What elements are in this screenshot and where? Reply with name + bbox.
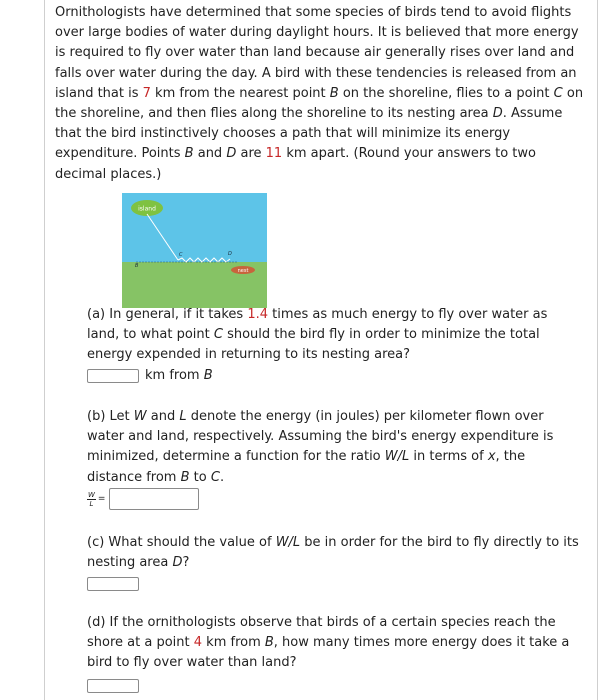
part-a-unit: km from B <box>145 368 213 383</box>
part-d-answer-input[interactable] <box>87 679 139 693</box>
point-b-label: B <box>135 263 139 269</box>
part-a-question: (a) In general, if it takes 1.4 times as much energy to fly over water as land, to what point C should the bird fly in order to minimize the total energy expended in returning to its nesting area? <box>87 307 548 363</box>
part-c-answer-row <box>87 577 139 591</box>
part-d-question: (d) If the ornithologists observe that birds of a certain species reach the shore at a point 4 km from B, how many times more energy does it take a bird to fly over water than land? <box>87 615 570 671</box>
part-c-answer-input[interactable] <box>87 577 139 591</box>
part-b-answer-input[interactable] <box>109 488 199 510</box>
bd-distance: 11 <box>265 146 283 162</box>
island-label: island <box>138 205 156 213</box>
ratio-fraction: $\frac{W}{L}$ <box>88 490 95 508</box>
part-d-answer-row <box>87 679 139 693</box>
part-b-answer-row: $\frac{W}{L}$ = <box>87 488 199 510</box>
part-b-question: (b) Let W and L denote the energy (in joules) per kilometer flown over water and land, respectively. Assuming the bird's energy expenditure is minimized, determine a function for the ratio W/L in terms of x, the distance from B to C. <box>87 409 554 485</box>
problem-figure <box>122 193 267 308</box>
shore-distance: 4 <box>193 635 203 651</box>
part-c-question: (c) What should the value of W/L be in order for the bird to fly directly to its nesting area D? <box>87 535 579 571</box>
point-c-label: C <box>179 252 183 258</box>
energy-ratio: 1.4 <box>247 307 269 322</box>
point-d-label: D <box>228 251 232 257</box>
nest-label: nest <box>237 268 249 274</box>
island-distance: 7 <box>142 85 151 101</box>
problem-statement: Ornithologists have determined that some species of birds tend to avoid flights over large bodies of water during daylight hours. It is believed that more energy is required to fly over water than land because air generally rises over land and falls over water during the day. A bird with these tendencies is released from an island that is 7 km from the nearest point B on the shoreline, flies to a point C on the shoreline, and then flies along the shoreline to its nesting area D. Assume that the bird instinctively chooses a path that will minimize its energy expenditure. Points B and D are 11 km apart. (Round your answers to two decimal places.) <box>55 5 584 182</box>
part-a-answer-row <box>87 368 213 383</box>
part-a-answer-input[interactable] <box>87 369 139 383</box>
